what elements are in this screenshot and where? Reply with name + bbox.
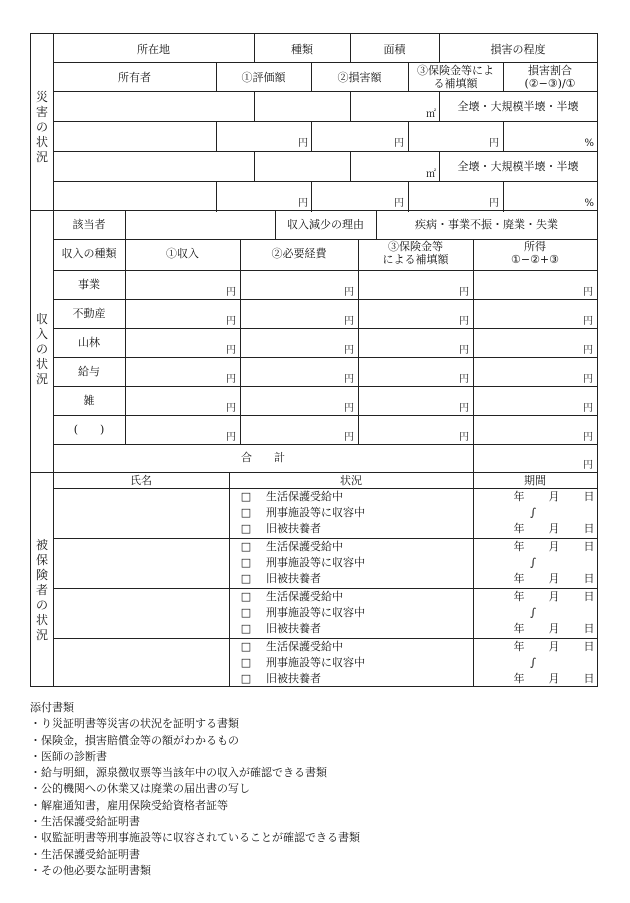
insured-name-field[interactable] bbox=[54, 488, 229, 537]
insured-name-field[interactable] bbox=[54, 588, 229, 637]
yen-unit: 円 bbox=[583, 460, 593, 471]
sqm-unit: ㎡ bbox=[426, 109, 436, 120]
status-option-label: 刑事施設等に収容中 bbox=[266, 606, 365, 619]
year-unit: 年 bbox=[513, 522, 525, 535]
income-kind-header: 収入の種類 bbox=[61, 247, 117, 260]
status-option-label: 生活保護受給中 bbox=[266, 640, 343, 653]
period-tilde: ∫ bbox=[530, 506, 536, 519]
type-field[interactable] bbox=[254, 151, 350, 181]
income-insurance-field[interactable] bbox=[358, 328, 473, 357]
day-unit: 日 bbox=[583, 540, 595, 553]
yen-unit: 円 bbox=[583, 345, 593, 356]
income-kind-label: 給与 bbox=[78, 365, 100, 378]
earnings-header-2: ①−②+③ bbox=[510, 253, 560, 266]
damage-options[interactable]: 全壊・大規模半壊・半壊 bbox=[457, 100, 579, 113]
attachment-item: ・医師の診断書 bbox=[30, 749, 107, 763]
total-label: 合 計 bbox=[241, 451, 285, 464]
reason-label: 収入減少の理由 bbox=[287, 218, 364, 231]
year-unit: 年 bbox=[513, 672, 525, 685]
status-checkbox[interactable]: □ bbox=[240, 522, 252, 535]
income-insurance-field[interactable] bbox=[358, 270, 473, 299]
earnings-field[interactable] bbox=[473, 386, 597, 415]
attachment-item: ・公的機関への休業又は廃業の届出書の写し bbox=[30, 782, 250, 796]
grid-line bbox=[216, 121, 217, 152]
status-checkbox[interactable]: □ bbox=[240, 540, 252, 553]
yen-unit: 円 bbox=[583, 403, 593, 414]
year-unit: 年 bbox=[513, 490, 525, 503]
yen-unit: 円 bbox=[394, 198, 404, 209]
attachments-section bbox=[30, 700, 360, 879]
location-header: 所在地 bbox=[137, 43, 170, 56]
grid-line bbox=[30, 33, 31, 687]
income-insurance-field[interactable] bbox=[358, 299, 473, 328]
grid-line bbox=[30, 33, 598, 34]
income-amount-field[interactable] bbox=[125, 386, 240, 415]
year-unit: 年 bbox=[513, 572, 525, 585]
status-checkbox[interactable]: □ bbox=[240, 622, 252, 635]
insured-section-label: 被 保 険 者 の 状 況 bbox=[35, 538, 48, 642]
yen-unit: 円 bbox=[459, 403, 469, 414]
yen-unit: 円 bbox=[459, 345, 469, 356]
income-amount-field[interactable] bbox=[125, 328, 240, 357]
percent-unit: % bbox=[584, 138, 594, 149]
yen-unit: 円 bbox=[459, 374, 469, 385]
damage-amount-header: ②損害額 bbox=[337, 71, 382, 84]
valuation-header: ①評価額 bbox=[241, 71, 286, 84]
status-checkbox[interactable]: □ bbox=[240, 490, 252, 503]
year-unit: 年 bbox=[513, 540, 525, 553]
status-option-label: 旧被扶養者 bbox=[266, 572, 321, 585]
status-header: 状況 bbox=[340, 474, 362, 487]
yen-unit: 円 bbox=[459, 316, 469, 327]
grid-line bbox=[408, 121, 409, 152]
income-section-label: 収 入 の 状 況 bbox=[35, 312, 48, 386]
earnings-field[interactable] bbox=[473, 415, 597, 444]
status-checkbox[interactable]: □ bbox=[240, 590, 252, 603]
yen-unit: 円 bbox=[583, 432, 593, 443]
grid-line bbox=[216, 181, 217, 212]
day-unit: 日 bbox=[583, 590, 595, 603]
income-amount-field[interactable] bbox=[125, 415, 240, 444]
owner-field[interactable] bbox=[53, 181, 216, 211]
grid-line bbox=[503, 121, 504, 152]
yen-unit: 円 bbox=[226, 374, 236, 385]
earnings-header: 所得 bbox=[524, 240, 546, 253]
day-unit: 日 bbox=[583, 640, 595, 653]
status-option-label: 旧被扶養者 bbox=[266, 622, 321, 635]
damage-options[interactable]: 全壊・大規模半壊・半壊 bbox=[457, 160, 579, 173]
grid-line bbox=[473, 472, 474, 687]
income-insurance-field[interactable] bbox=[358, 386, 473, 415]
status-checkbox[interactable]: □ bbox=[240, 556, 252, 569]
income-kind-label: 雑 bbox=[83, 394, 95, 407]
insured-name-field[interactable] bbox=[54, 538, 229, 587]
insurance-header-2: る補填額 bbox=[433, 77, 478, 90]
income-kind-label: ( ) bbox=[73, 423, 105, 436]
yen-unit: 円 bbox=[344, 432, 354, 443]
status-option-label: 生活保護受給中 bbox=[266, 590, 343, 603]
attachment-item: ・り災証明書等災害の状況を証明する書類 bbox=[30, 717, 239, 731]
expenses-field[interactable] bbox=[240, 299, 358, 328]
yen-unit: 円 bbox=[344, 403, 354, 414]
attachment-item: ・その他必要な証明書類 bbox=[30, 863, 151, 877]
income-header: ①収入 bbox=[166, 247, 199, 260]
area-header: 面積 bbox=[383, 43, 406, 56]
damage-degree-header: 損害の程度 bbox=[490, 43, 546, 56]
expenses-field[interactable] bbox=[240, 357, 358, 386]
yen-unit: 円 bbox=[226, 287, 236, 298]
grid-line bbox=[503, 181, 504, 212]
day-unit: 日 bbox=[583, 672, 595, 685]
grid-line bbox=[408, 181, 409, 212]
income-kind-label: 事業 bbox=[78, 278, 100, 291]
percent-unit: % bbox=[584, 198, 594, 209]
yen-unit: 円 bbox=[226, 316, 236, 327]
reason-options[interactable]: 疾病・事業不振・廃業・失業 bbox=[415, 218, 558, 231]
status-checkbox[interactable]: □ bbox=[240, 606, 252, 619]
yen-unit: 円 bbox=[583, 374, 593, 385]
yen-unit: 円 bbox=[298, 198, 308, 209]
month-unit: 月 bbox=[548, 540, 560, 553]
earnings-field[interactable] bbox=[473, 270, 597, 299]
income-kind-label: 不動産 bbox=[72, 307, 106, 320]
yen-unit: 円 bbox=[344, 345, 354, 356]
income-insurance-header-2: による補填額 bbox=[382, 253, 449, 266]
status-checkbox[interactable]: □ bbox=[240, 672, 252, 685]
yen-unit: 円 bbox=[298, 138, 308, 149]
day-unit: 日 bbox=[583, 572, 595, 585]
grid-line bbox=[311, 181, 312, 212]
month-unit: 月 bbox=[548, 622, 560, 635]
attachments-title: 添付書類 bbox=[30, 701, 74, 714]
status-checkbox[interactable]: □ bbox=[240, 572, 252, 585]
yen-unit: 円 bbox=[459, 432, 469, 443]
year-unit: 年 bbox=[513, 622, 525, 635]
day-unit: 日 bbox=[583, 522, 595, 535]
yen-unit: 円 bbox=[226, 403, 236, 414]
grid-line bbox=[30, 472, 598, 473]
yen-unit: 円 bbox=[489, 138, 499, 149]
sqm-unit: ㎡ bbox=[426, 169, 436, 180]
insured-name-field[interactable] bbox=[54, 638, 229, 687]
status-checkbox[interactable]: □ bbox=[240, 506, 252, 519]
period-header: 期間 bbox=[524, 474, 546, 487]
yen-unit: 円 bbox=[394, 138, 404, 149]
year-unit: 年 bbox=[513, 640, 525, 653]
yen-unit: 円 bbox=[226, 345, 236, 356]
yen-unit: 円 bbox=[226, 432, 236, 443]
month-unit: 月 bbox=[548, 522, 560, 535]
month-unit: 月 bbox=[548, 672, 560, 685]
ratio-header-2: (②−③)/① bbox=[524, 77, 576, 90]
status-checkbox[interactable]: □ bbox=[240, 640, 252, 653]
day-unit: 日 bbox=[583, 490, 595, 503]
attachment-item: ・保険金，損害賠償金等の額がわかるもの bbox=[30, 733, 239, 747]
yen-unit: 円 bbox=[489, 198, 499, 209]
yen-unit: 円 bbox=[344, 374, 354, 385]
disaster-section-label: 災 害 の 状 況 bbox=[35, 90, 48, 164]
application-form-table bbox=[30, 33, 598, 687]
earnings-field[interactable] bbox=[473, 357, 597, 386]
day-unit: 日 bbox=[583, 622, 595, 635]
expenses-field[interactable] bbox=[240, 328, 358, 357]
expenses-header: ②必要経費 bbox=[271, 247, 327, 260]
insurance-header: ③保険金等によ bbox=[417, 64, 494, 77]
applicable-person-field[interactable] bbox=[125, 210, 275, 239]
type-field[interactable] bbox=[254, 91, 350, 121]
income-insurance-field[interactable] bbox=[358, 415, 473, 444]
ratio-header: 損害割合 bbox=[528, 64, 572, 77]
income-amount-field[interactable] bbox=[125, 299, 240, 328]
yen-unit: 円 bbox=[344, 287, 354, 298]
earnings-field[interactable] bbox=[473, 299, 597, 328]
month-unit: 月 bbox=[548, 572, 560, 585]
status-option-label: 生活保護受給中 bbox=[266, 540, 343, 553]
period-tilde: ∫ bbox=[530, 606, 536, 619]
year-unit: 年 bbox=[513, 590, 525, 603]
income-insurance-header: ③保険金等 bbox=[388, 240, 443, 253]
status-checkbox[interactable]: □ bbox=[240, 656, 252, 669]
income-amount-field[interactable] bbox=[125, 357, 240, 386]
owner-field[interactable] bbox=[53, 121, 216, 151]
period-tilde: ∫ bbox=[530, 556, 536, 569]
month-unit: 月 bbox=[548, 640, 560, 653]
grid-line bbox=[229, 472, 230, 687]
applicable-person-label: 該当者 bbox=[72, 218, 106, 231]
expenses-field[interactable] bbox=[240, 415, 358, 444]
type-header: 種類 bbox=[291, 43, 313, 56]
attachment-item: ・収監証明書等刑事施設等に収容されていることが確認できる書類 bbox=[30, 831, 360, 845]
location-field[interactable] bbox=[53, 151, 254, 181]
attachment-item: ・生活保護受給証明書 bbox=[30, 847, 140, 861]
grid-line bbox=[53, 62, 598, 63]
attachment-item: ・生活保護受給証明書 bbox=[30, 815, 140, 829]
expenses-field[interactable] bbox=[240, 270, 358, 299]
status-option-label: 刑事施設等に収容中 bbox=[266, 656, 365, 669]
location-field[interactable] bbox=[53, 91, 254, 121]
status-option-label: 旧被扶養者 bbox=[266, 672, 321, 685]
status-option-label: 刑事施設等に収容中 bbox=[266, 506, 365, 519]
yen-unit: 円 bbox=[583, 287, 593, 298]
month-unit: 月 bbox=[548, 490, 560, 503]
earnings-field[interactable] bbox=[473, 328, 597, 357]
attachment-item: ・解雇通知書，雇用保険受給資格者証等 bbox=[30, 798, 228, 812]
income-kind-label: 山林 bbox=[78, 336, 100, 349]
owner-header: 所有者 bbox=[118, 71, 151, 84]
yen-unit: 円 bbox=[459, 287, 469, 298]
grid-line bbox=[311, 121, 312, 152]
status-option-label: 旧被扶養者 bbox=[266, 522, 321, 535]
status-option-label: 生活保護受給中 bbox=[266, 490, 343, 503]
total-field[interactable] bbox=[473, 444, 597, 472]
attachment-item: ・給与明細，源泉徴収票等当該年中の収入が確認できる書類 bbox=[30, 766, 327, 780]
yen-unit: 円 bbox=[583, 316, 593, 327]
income-insurance-field[interactable] bbox=[358, 357, 473, 386]
month-unit: 月 bbox=[548, 590, 560, 603]
income-amount-field[interactable] bbox=[125, 270, 240, 299]
name-header: 氏名 bbox=[130, 474, 152, 487]
period-tilde: ∫ bbox=[530, 656, 536, 669]
yen-unit: 円 bbox=[344, 316, 354, 327]
expenses-field[interactable] bbox=[240, 386, 358, 415]
status-option-label: 刑事施設等に収容中 bbox=[266, 556, 365, 569]
